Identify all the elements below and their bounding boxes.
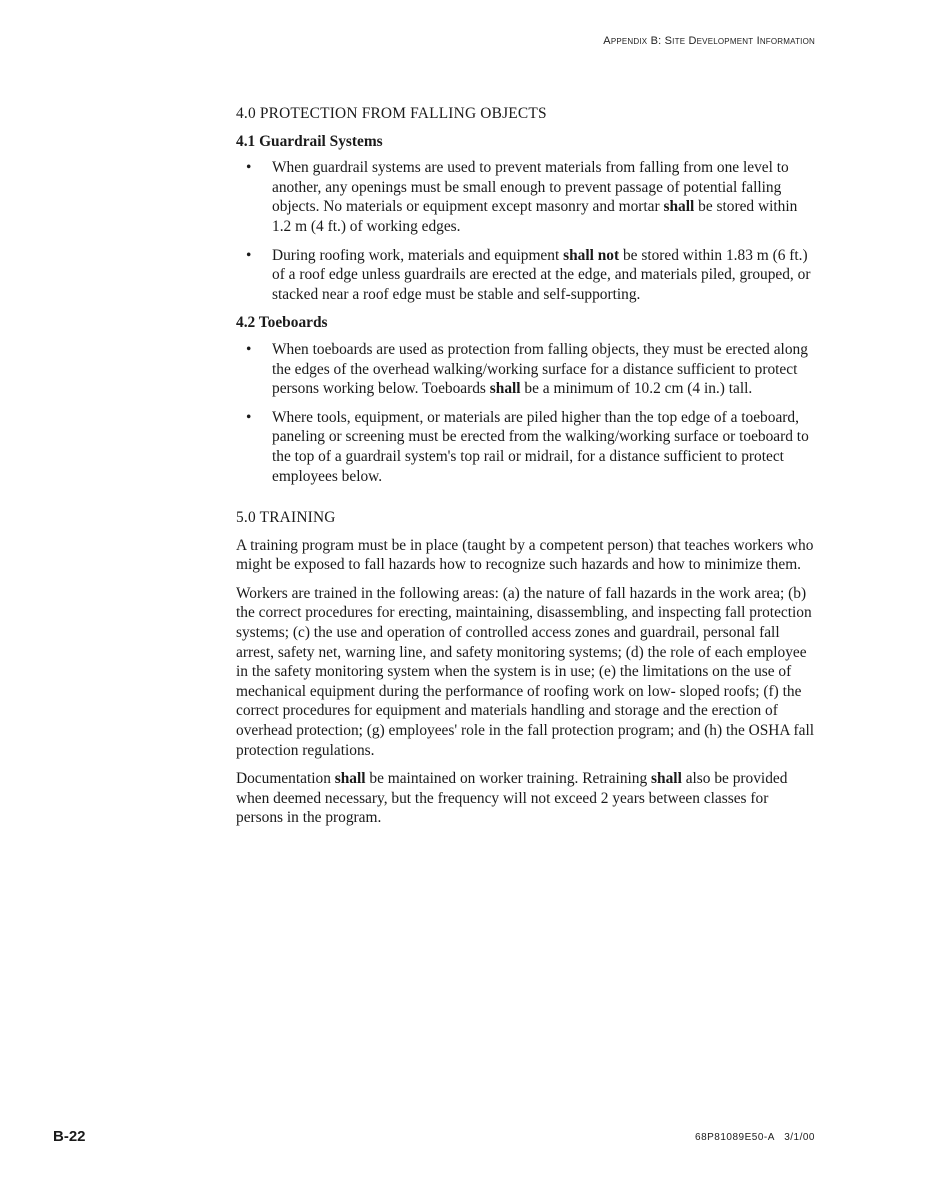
training-paragraph-3: Documentation shall be maintained on worker training. Retraining shall also be provided when deemed necessary, but the frequency will not exceed 2 years between classes for persons in the program. [236,770,788,827]
bullet-icon: • [246,340,252,358]
list-item: • Where tools, equipment, or materials are piled higher than the top edge of a toeboard, paneling or screening must be erected from the walking/working surface or toeboard to the top of a guardrail system's top rail or midrail, for a distance sufficient to protect employees below. [246,408,809,485]
training-paragraph-2: Workers are trained in the following areas: (a) the nature of fall hazards in the work area; (b) the correct procedures for erecting, maintaining, disassembling, and inspecting fall protection systems; (c) the use and operation of controlled access zones and guardrail, personal fall arrest, safety net, warning line, and safety monitoring systems; (d) the role of each employee in the safety monitoring system when the system is in use; (e) the limitations on the use of mechanical equipment during the performance of roofing work on low- sloped roofs; (f) the correct procedures for equipment and materials handling and storage and the erection of overhead protection; (g) employees' role in the fall protection program; and (h) the OSHA fall protection regulations. [236,584,815,759]
running-header: Appendix B: Site Development Information [603,35,815,47]
document-id: 68P81089E50-A 3/1/00 [695,1132,815,1143]
guardrail-list [236,158,816,304]
section-5-heading: 5.0 TRAINING [236,509,336,527]
bullet-icon: • [246,159,252,177]
training-paragraph-1: A training program must be in place (taught by a competent person) that teaches workers who might be exposed to fall hazards how to recognize such hazards and how to minimize them. [236,536,814,574]
section-4-heading: 4.0 PROTECTION FROM FALLING OBJECTS [236,105,547,122]
list-item: • During roofing work, materials and equipment shall not be stored within 1.83 m (6 ft.) of a roof edge unless guardrails are erected at the edge, and materials piled, grouped, or stacked near a roof edge must be stable and self-supporting. [246,246,811,303]
section-4-2-heading: 4.2 Toeboards [236,314,328,332]
page-body [236,104,816,837]
toeboard-list [236,340,816,486]
bullet-icon: • [246,246,252,264]
page-number: B-22 [53,1128,86,1145]
list-item: • When guardrail systems are used to prevent materials from falling from one level to another, any openings must be small enough to prevent passage of potential falling objects. No materials or equipment except masonry and mortar shall be stored within 1.2 m (4 ft.) of working edges. [246,159,798,235]
bullet-icon: • [246,408,252,426]
list-item: • When toeboards are used as protection from falling objects, they must be erected along the edges of the overhead walking/working surface for a distance sufficient to protect persons working below. Toeboards shall be a minimum of 10.2 cm (4 in.) tall. [246,340,808,398]
section-4-1-heading: 4.1 Guardrail Systems [236,132,383,150]
